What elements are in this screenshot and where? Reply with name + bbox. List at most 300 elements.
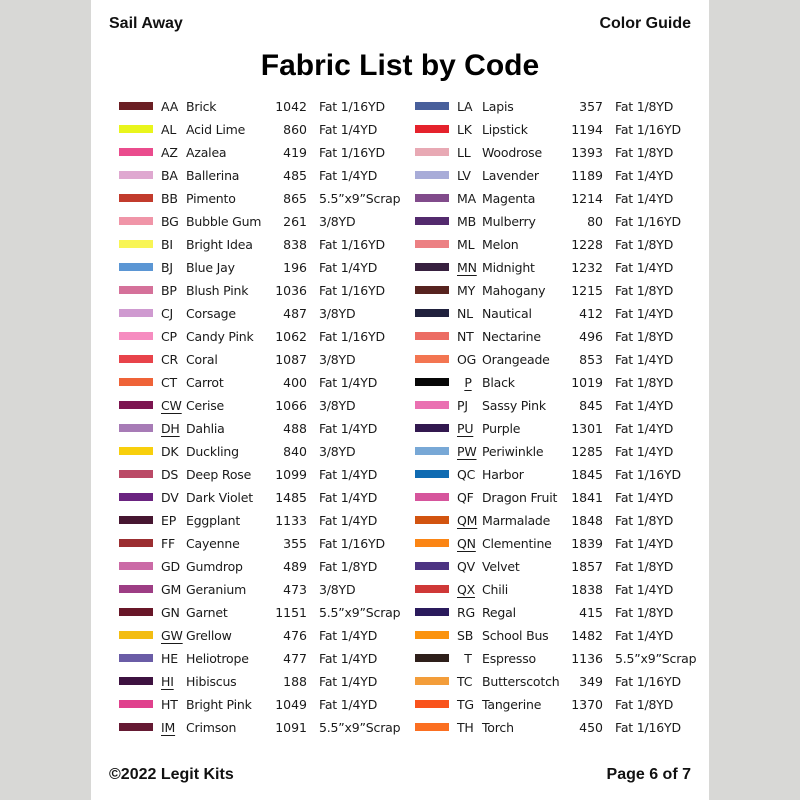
pattern-name: Sail Away	[109, 15, 183, 32]
fabric-code: QC	[457, 467, 476, 482]
fabric-cut-size: Fat 1/8YD	[319, 559, 378, 574]
fabric-cut-size: Fat 1/16YD	[319, 145, 385, 160]
fabric-cut-size: Fat 1/4YD	[319, 421, 378, 436]
fabric-name: Midnight	[482, 260, 535, 275]
fabric-code: BP	[161, 283, 177, 298]
fabric-name: Candy Pink	[186, 329, 254, 344]
color-swatch	[415, 309, 449, 317]
fabric-row	[119, 233, 409, 256]
fabric-code: NT	[457, 329, 474, 344]
color-swatch	[415, 401, 449, 409]
fabric-amount: 1838	[571, 582, 603, 597]
fabric-amount: 196	[283, 260, 307, 275]
fabric-row	[415, 440, 705, 463]
fabric-name: Velvet	[482, 559, 520, 574]
fabric-cut-size: Fat 1/8YD	[615, 99, 674, 114]
fabric-name: Coral	[186, 352, 218, 367]
fabric-row	[119, 164, 409, 187]
fabric-amount: 450	[579, 720, 603, 735]
fabric-code: QF	[457, 490, 474, 505]
fabric-row	[415, 555, 705, 578]
fabric-name: Tangerine	[482, 697, 542, 712]
fabric-cut-size: Fat 1/16YD	[319, 536, 385, 551]
fabric-code: LK	[457, 122, 472, 137]
fabric-amount: 1485	[275, 490, 307, 505]
fabric-code: QX	[457, 582, 476, 597]
fabric-name: Dark Violet	[186, 490, 253, 505]
fabric-row	[415, 371, 705, 394]
fabric-name: Acid Lime	[186, 122, 246, 137]
fabric-code: LV	[457, 168, 471, 183]
fabric-amount: 80	[587, 214, 603, 229]
fabric-amount: 1189	[571, 168, 603, 183]
fabric-amount: 1133	[275, 513, 307, 528]
fabric-amount: 1301	[571, 421, 603, 436]
fabric-name: Corsage	[186, 306, 236, 321]
fabric-amount: 477	[283, 651, 307, 666]
fabric-name: Mulberry	[482, 214, 536, 229]
fabric-name: Ballerina	[186, 168, 240, 183]
fabric-name: Bright Pink	[186, 697, 252, 712]
color-swatch	[119, 677, 153, 685]
color-swatch	[119, 562, 153, 570]
fabric-name: Harbor	[482, 467, 524, 482]
fabric-code: MB	[457, 214, 476, 229]
fabric-cut-size: 5.5”x9”Scrap	[319, 720, 401, 735]
fabric-cut-size: 5.5”x9”Scrap	[615, 651, 697, 666]
color-swatch	[119, 654, 153, 662]
fabric-cut-size: Fat 1/4YD	[615, 490, 674, 505]
fabric-cut-size: Fat 1/4YD	[319, 513, 378, 528]
fabric-code: BB	[161, 191, 178, 206]
fabric-row	[119, 463, 409, 486]
fabric-amount: 489	[283, 559, 307, 574]
color-swatch	[119, 470, 153, 478]
fabric-name: Periwinkle	[482, 444, 544, 459]
fabric-name: Bright Idea	[186, 237, 253, 252]
fabric-name: Magenta	[482, 191, 536, 206]
fabric-code: HT	[161, 697, 178, 712]
fabric-row	[119, 394, 409, 417]
color-swatch	[415, 102, 449, 110]
fabric-cut-size: Fat 1/4YD	[319, 122, 378, 137]
color-swatch	[119, 447, 153, 455]
fabric-row	[119, 555, 409, 578]
fabric-amount: 1848	[571, 513, 603, 528]
fabric-row	[119, 210, 409, 233]
fabric-code: TC	[457, 674, 473, 689]
fabric-amount: 1839	[571, 536, 603, 551]
color-swatch	[119, 539, 153, 547]
fabric-name: Mahogany	[482, 283, 546, 298]
color-swatch	[415, 608, 449, 616]
fabric-cut-size: Fat 1/16YD	[615, 122, 681, 137]
fabric-row	[415, 624, 705, 647]
fabric-name: Nautical	[482, 306, 532, 321]
color-swatch	[415, 723, 449, 731]
fabric-name: Cayenne	[186, 536, 240, 551]
color-swatch	[119, 585, 153, 593]
color-swatch	[119, 723, 153, 731]
fabric-cut-size: Fat 1/16YD	[615, 214, 681, 229]
fabric-row	[415, 716, 705, 739]
fabric-name: Geranium	[186, 582, 247, 597]
color-swatch	[119, 171, 153, 179]
fabric-name: Bubble Gum	[186, 214, 262, 229]
fabric-cut-size: Fat 1/16YD	[319, 283, 385, 298]
fabric-name: Nectarine	[482, 329, 541, 344]
fabric-amount: 845	[579, 398, 603, 413]
document-page	[91, 0, 709, 800]
fabric-amount: 1845	[571, 467, 603, 482]
color-swatch	[119, 608, 153, 616]
fabric-cut-size: Fat 1/8YD	[615, 513, 674, 528]
color-swatch	[415, 631, 449, 639]
fabric-name: Sassy Pink	[482, 398, 546, 413]
fabric-row	[119, 532, 409, 555]
fabric-cut-size: Fat 1/4YD	[615, 444, 674, 459]
fabric-name: Purple	[482, 421, 521, 436]
color-swatch	[119, 355, 153, 363]
fabric-code: TG	[457, 697, 474, 712]
color-swatch	[119, 493, 153, 501]
color-swatch	[415, 194, 449, 202]
fabric-code: AA	[161, 99, 179, 114]
fabric-name: Lipstick	[482, 122, 528, 137]
fabric-row	[119, 601, 409, 624]
fabric-cut-size: Fat 1/16YD	[319, 237, 385, 252]
fabric-row	[415, 256, 705, 279]
fabric-code: PU	[457, 421, 474, 436]
fabric-code: EP	[161, 513, 177, 528]
fabric-code: RG	[457, 605, 475, 620]
color-swatch	[415, 654, 449, 662]
fabric-code: DK	[161, 444, 179, 459]
fabric-amount: 1042	[275, 99, 307, 114]
fabric-cut-size: Fat 1/4YD	[615, 260, 674, 275]
fabric-name: Clementine	[482, 536, 552, 551]
fabric-code: GD	[161, 559, 180, 574]
fabric-cut-size: Fat 1/8YD	[615, 145, 674, 160]
fabric-cut-size: Fat 1/4YD	[615, 168, 674, 183]
fabric-amount: 1087	[275, 352, 307, 367]
fabric-cut-size: Fat 1/4YD	[615, 536, 674, 551]
fabric-amount: 1232	[571, 260, 603, 275]
color-swatch	[415, 539, 449, 547]
color-swatch	[415, 125, 449, 133]
fabric-amount: 853	[579, 352, 603, 367]
color-swatch	[119, 631, 153, 639]
fabric-name: Duckling	[186, 444, 239, 459]
fabric-amount: 1194	[571, 122, 603, 137]
fabric-code: FF	[161, 536, 175, 551]
fabric-amount: 1099	[275, 467, 307, 482]
color-swatch	[415, 355, 449, 363]
fabric-code: ML	[457, 237, 475, 252]
fabric-name: Regal	[482, 605, 516, 620]
fabric-cut-size: Fat 1/8YD	[615, 375, 674, 390]
color-swatch	[119, 424, 153, 432]
fabric-amount: 476	[283, 628, 307, 643]
fabric-name: School Bus	[482, 628, 549, 643]
fabric-list-right-column	[415, 95, 705, 739]
fabric-cut-size: Fat 1/4YD	[319, 467, 378, 482]
fabric-row	[119, 578, 409, 601]
fabric-cut-size: Fat 1/8YD	[615, 283, 674, 298]
fabric-code: QM	[457, 513, 478, 528]
fabric-amount: 1370	[571, 697, 603, 712]
fabric-amount: 1482	[571, 628, 603, 643]
fabric-amount: 1151	[275, 605, 307, 620]
fabric-cut-size: 3/8YD	[319, 582, 356, 597]
fabric-cut-size: 3/8YD	[319, 398, 356, 413]
fabric-code: PJ	[457, 398, 468, 413]
color-swatch	[119, 102, 153, 110]
fabric-row	[415, 279, 705, 302]
fabric-name: Azalea	[186, 145, 227, 160]
fabric-code: BJ	[161, 260, 173, 275]
color-swatch	[119, 700, 153, 708]
fabric-code: MY	[457, 283, 476, 298]
fabric-amount: 1062	[275, 329, 307, 344]
fabric-amount: 1214	[571, 191, 603, 206]
fabric-cut-size: Fat 1/8YD	[615, 559, 674, 574]
fabric-name: Torch	[482, 720, 514, 735]
fabric-cut-size: Fat 1/4YD	[319, 490, 378, 505]
color-swatch	[415, 286, 449, 294]
fabric-code: HI	[161, 674, 174, 689]
fabric-cut-size: Fat 1/16YD	[319, 329, 385, 344]
fabric-name: Grellow	[186, 628, 232, 643]
fabric-name: Gumdrop	[186, 559, 243, 574]
fabric-row	[415, 601, 705, 624]
color-swatch	[119, 332, 153, 340]
fabric-code: HE	[161, 651, 178, 666]
fabric-name: Deep Rose	[186, 467, 252, 482]
color-swatch	[415, 171, 449, 179]
fabric-amount: 1857	[571, 559, 603, 574]
fabric-row	[415, 141, 705, 164]
color-swatch	[415, 700, 449, 708]
fabric-amount: 419	[283, 145, 307, 160]
fabric-code: SB	[457, 628, 474, 643]
fabric-row	[119, 486, 409, 509]
fabric-cut-size: Fat 1/4YD	[319, 674, 378, 689]
fabric-name: Lavender	[482, 168, 539, 183]
fabric-code: CW	[161, 398, 182, 413]
fabric-cut-size: Fat 1/4YD	[615, 306, 674, 321]
fabric-cut-size: Fat 1/4YD	[615, 421, 674, 436]
fabric-cut-size: Fat 1/4YD	[319, 697, 378, 712]
fabric-row	[415, 233, 705, 256]
fabric-code: P	[464, 375, 472, 390]
fabric-name: Brick	[186, 99, 217, 114]
fabric-code: CR	[161, 352, 179, 367]
fabric-code: CP	[161, 329, 177, 344]
fabric-code: MN	[457, 260, 477, 275]
color-swatch	[415, 493, 449, 501]
fabric-code: BA	[161, 168, 178, 183]
page-number: Page 6 of 7	[606, 766, 691, 783]
fabric-code: LA	[457, 99, 473, 114]
fabric-amount: 840	[283, 444, 307, 459]
fabric-row	[119, 256, 409, 279]
fabric-amount: 1066	[275, 398, 307, 413]
fabric-cut-size: Fat 1/4YD	[615, 628, 674, 643]
fabric-row	[415, 463, 705, 486]
color-swatch	[415, 447, 449, 455]
fabric-row	[415, 417, 705, 440]
fabric-code: GM	[161, 582, 182, 597]
fabric-amount: 1091	[275, 720, 307, 735]
fabric-row	[119, 440, 409, 463]
fabric-amount: 1841	[571, 490, 603, 505]
fabric-name: Woodrose	[482, 145, 542, 160]
fabric-row	[415, 187, 705, 210]
color-swatch	[119, 148, 153, 156]
fabric-row	[119, 187, 409, 210]
fabric-amount: 357	[579, 99, 603, 114]
fabric-row	[415, 118, 705, 141]
fabric-amount: 485	[283, 168, 307, 183]
fabric-name: Eggplant	[186, 513, 241, 528]
color-swatch	[415, 148, 449, 156]
fabric-cut-size: 3/8YD	[319, 352, 356, 367]
fabric-amount: 412	[579, 306, 603, 321]
fabric-name: Crimson	[186, 720, 237, 735]
fabric-name: Blue Jay	[186, 260, 235, 275]
fabric-code: DS	[161, 467, 179, 482]
fabric-row	[415, 647, 705, 670]
fabric-row	[119, 371, 409, 394]
fabric-name: Pimento	[186, 191, 236, 206]
fabric-cut-size: Fat 1/4YD	[615, 582, 674, 597]
fabric-cut-size: Fat 1/4YD	[319, 628, 378, 643]
fabric-name: Cerise	[186, 398, 225, 413]
fabric-amount: 1393	[571, 145, 603, 160]
fabric-row	[415, 509, 705, 532]
fabric-cut-size: Fat 1/8YD	[615, 237, 674, 252]
fabric-code: NL	[457, 306, 473, 321]
fabric-name: Marmalade	[482, 513, 551, 528]
fabric-amount: 838	[283, 237, 307, 252]
color-swatch	[415, 378, 449, 386]
fabric-name: Garnet	[186, 605, 228, 620]
fabric-code: CJ	[161, 306, 174, 321]
fabric-name: Orangeade	[482, 352, 550, 367]
fabric-row	[119, 141, 409, 164]
fabric-code: MA	[457, 191, 476, 206]
color-swatch	[119, 516, 153, 524]
document-section: Color Guide	[599, 15, 691, 32]
color-swatch	[415, 677, 449, 685]
fabric-code: OG	[457, 352, 477, 367]
fabric-row	[119, 325, 409, 348]
fabric-name: Hibiscus	[186, 674, 237, 689]
fabric-name: Blush Pink	[186, 283, 249, 298]
fabric-name: Chili	[482, 582, 509, 597]
fabric-cut-size: Fat 1/8YD	[615, 605, 674, 620]
fabric-amount: 355	[283, 536, 307, 551]
fabric-row	[119, 624, 409, 647]
fabric-amount: 400	[283, 375, 307, 390]
fabric-row	[415, 670, 705, 693]
fabric-amount: 1049	[275, 697, 307, 712]
color-swatch	[119, 125, 153, 133]
fabric-name: Butterscotch	[482, 674, 560, 689]
fabric-name: Dragon Fruit	[482, 490, 558, 505]
fabric-amount: 349	[579, 674, 603, 689]
fabric-cut-size: Fat 1/4YD	[319, 260, 378, 275]
fabric-row	[119, 417, 409, 440]
fabric-code: T	[464, 651, 472, 666]
fabric-amount: 1215	[571, 283, 603, 298]
fabric-amount: 1285	[571, 444, 603, 459]
color-swatch	[415, 470, 449, 478]
fabric-cut-size: Fat 1/4YD	[615, 352, 674, 367]
fabric-code: IM	[161, 720, 176, 735]
fabric-cut-size: Fat 1/8YD	[615, 697, 674, 712]
color-swatch	[415, 585, 449, 593]
fabric-row	[415, 302, 705, 325]
fabric-amount: 188	[283, 674, 307, 689]
fabric-cut-size: 3/8YD	[319, 444, 356, 459]
fabric-code: TH	[457, 720, 474, 735]
fabric-row	[119, 670, 409, 693]
fabric-row	[415, 532, 705, 555]
fabric-cut-size: Fat 1/4YD	[319, 651, 378, 666]
fabric-cut-size: 3/8YD	[319, 214, 356, 229]
fabric-amount: 487	[283, 306, 307, 321]
color-swatch	[415, 217, 449, 225]
fabric-amount: 1136	[571, 651, 603, 666]
fabric-row	[415, 693, 705, 716]
fabric-amount: 1019	[571, 375, 603, 390]
fabric-code: QV	[457, 559, 475, 574]
fabric-cut-size: Fat 1/4YD	[319, 168, 378, 183]
color-swatch	[119, 194, 153, 202]
fabric-name: Carrot	[186, 375, 224, 390]
fabric-row	[119, 302, 409, 325]
fabric-row	[119, 716, 409, 739]
fabric-list-left-column	[119, 95, 409, 739]
fabric-code: PW	[457, 444, 477, 459]
color-swatch	[119, 309, 153, 317]
fabric-code: QN	[457, 536, 476, 551]
fabric-name: Heliotrope	[186, 651, 249, 666]
color-swatch	[119, 401, 153, 409]
fabric-code: BG	[161, 214, 179, 229]
fabric-amount: 415	[579, 605, 603, 620]
color-swatch	[415, 332, 449, 340]
color-swatch	[119, 240, 153, 248]
fabric-cut-size: Fat 1/16YD	[319, 99, 385, 114]
fabric-code: DH	[161, 421, 180, 436]
fabric-row	[119, 647, 409, 670]
fabric-code: BI	[161, 237, 173, 252]
fabric-cut-size: Fat 1/4YD	[615, 191, 674, 206]
fabric-row	[119, 118, 409, 141]
color-swatch	[415, 263, 449, 271]
color-swatch	[119, 217, 153, 225]
fabric-row	[119, 693, 409, 716]
fabric-cut-size: Fat 1/16YD	[615, 720, 681, 735]
page-title: Fabric List by Code	[260, 49, 540, 82]
fabric-code: AL	[161, 122, 177, 137]
fabric-cut-size: 5.5”x9”Scrap	[319, 605, 401, 620]
fabric-cut-size: Fat 1/4YD	[319, 375, 378, 390]
fabric-cut-size: Fat 1/16YD	[615, 674, 681, 689]
